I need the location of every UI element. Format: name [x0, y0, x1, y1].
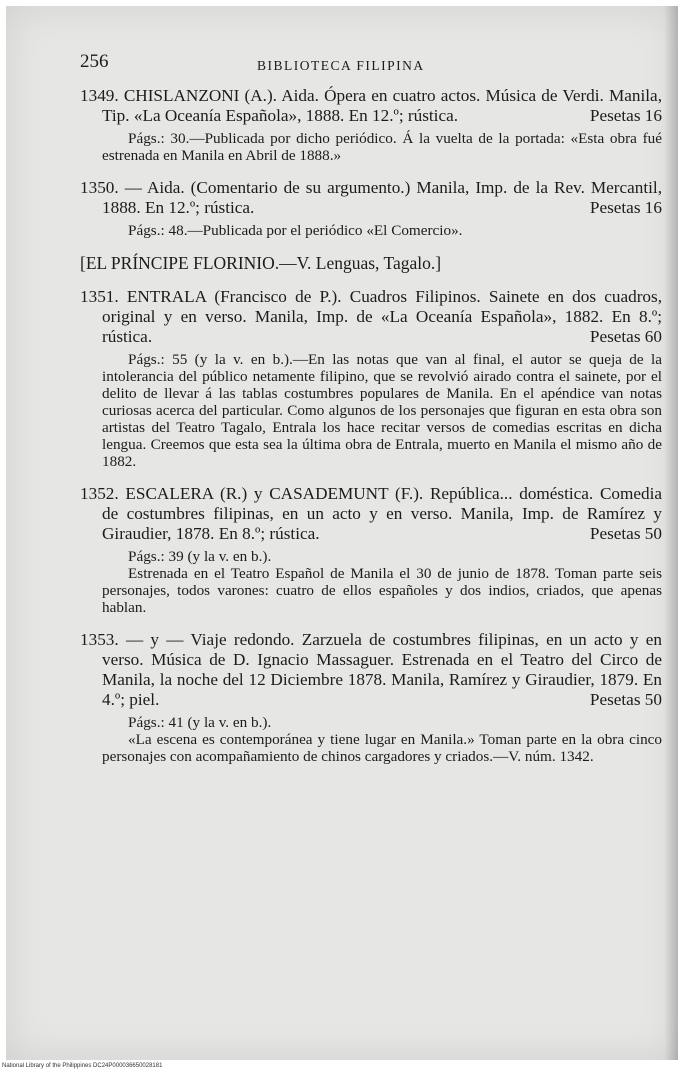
entry-price: Pesetas 50 [589, 690, 662, 709]
entry-note: Págs.: 48.—Publicada por el periódico «El Comercio». [128, 222, 463, 239]
entry-note: Págs.: 30.—Publicada por dicho periódico. Á la vuelta de la portada: «Esta obra fué estrenada en Manila en Abril de 1888.» [102, 130, 662, 164]
entry-price: Pesetas 60 [589, 327, 662, 346]
page-content [80, 50, 662, 765]
cross-reference: [EL PRÍNCIPE FLORINIO.—V. Lenguas, Tagalo.] [80, 253, 442, 273]
entry-body: 1350. — Aida. (Comentario de su argumento.) Manila, Imp. de la Rev. Mercantil, 1888. En 12.º; rústica. [80, 178, 662, 217]
scan-footer: National Library of the Philippines DC24P000036650028181 [0, 1060, 684, 1072]
entry-price: Pesetas 16 [589, 198, 662, 217]
entry-price: Pesetas 50 [589, 524, 662, 543]
entry-1353 [80, 630, 662, 765]
entry-body: 1349. CHISLANZONI (A.). Aida. Ópera en cuatro actos. Música de Verdi. Manila, Tip. «La Oceanía Española», 1888. En 12.º; rústica. [80, 86, 662, 125]
entry-price: Pesetas 16 [589, 106, 662, 125]
entry-body: 1352. ESCALERA (R.) y CASADEMUNT (F.). República... doméstica. Comedia de costumbres filipinas, en un acto y en verso. Manila, Imp. de Ramírez y Giraudier, 1878. En 8.º; rústica. [80, 484, 662, 543]
page-header [80, 50, 662, 86]
page-number: 256 [80, 51, 109, 72]
entry-body: 1351. ENTRALA (Francisco de P.). Cuadros Filipinos. Sainete en dos cuadros, original y en verso. Manila, Imp. de «La Oceanía Española», 1882. En 8.º; rústica. [80, 287, 662, 346]
page-edge-shadow [664, 6, 678, 1060]
entry-1350 [80, 178, 662, 239]
entry-note: Págs.: 41 (y la v. en b.). «La escena es contemporánea y tiene lugar en Manila.» Toman parte en la obra cinco personajes con acompañamiento de chinos cargadores y criados.—V. núm. 1342. [102, 714, 662, 765]
entry-1352 [80, 484, 662, 616]
entry-note: Págs.: 55 (y la v. en b.).—En las notas que van al final, el autor se queja de la intolerancia del público netamente filipino, que se revolvió airado contra el sainete, por el delito de llevar á las tablas costumbres populares de Manila. En el apéndice van notas curiosas acerca del particular. Como algunos de los personajes que figuran en esta obra son artistas del Teatro Tagalo, Entrala los hace recitar versos de comedias escritas en dicha lengua. Creemos que esta sea la última obra de Entrala, muerto en Manila el mismo año de 1882. [102, 351, 662, 470]
entry-note: Págs.: 39 (y la v. en b.). Estrenada en el Teatro Español de Manila el 30 de junio de 1878. Toman parte seis personajes, todos varones: cuatro de ellos españoles y dos indios, criados, que apenas hablan. [102, 548, 662, 616]
scanned-page [6, 6, 678, 1060]
running-title: BIBLIOTECA FILIPINA [257, 58, 425, 73]
entry-body: 1353. — y — Viaje redondo. Zarzuela de costumbres filipinas, en un acto y en verso. Música de D. Ignacio Massaguer. Estrenada en el Teatro del Circo de Manila, la noche del 12 Diciembre 1878. Manila, Ramírez y Giraudier, 1879. En 4.º; piel. [80, 630, 662, 709]
entry-1349 [80, 86, 662, 164]
entry-1351 [80, 287, 662, 470]
